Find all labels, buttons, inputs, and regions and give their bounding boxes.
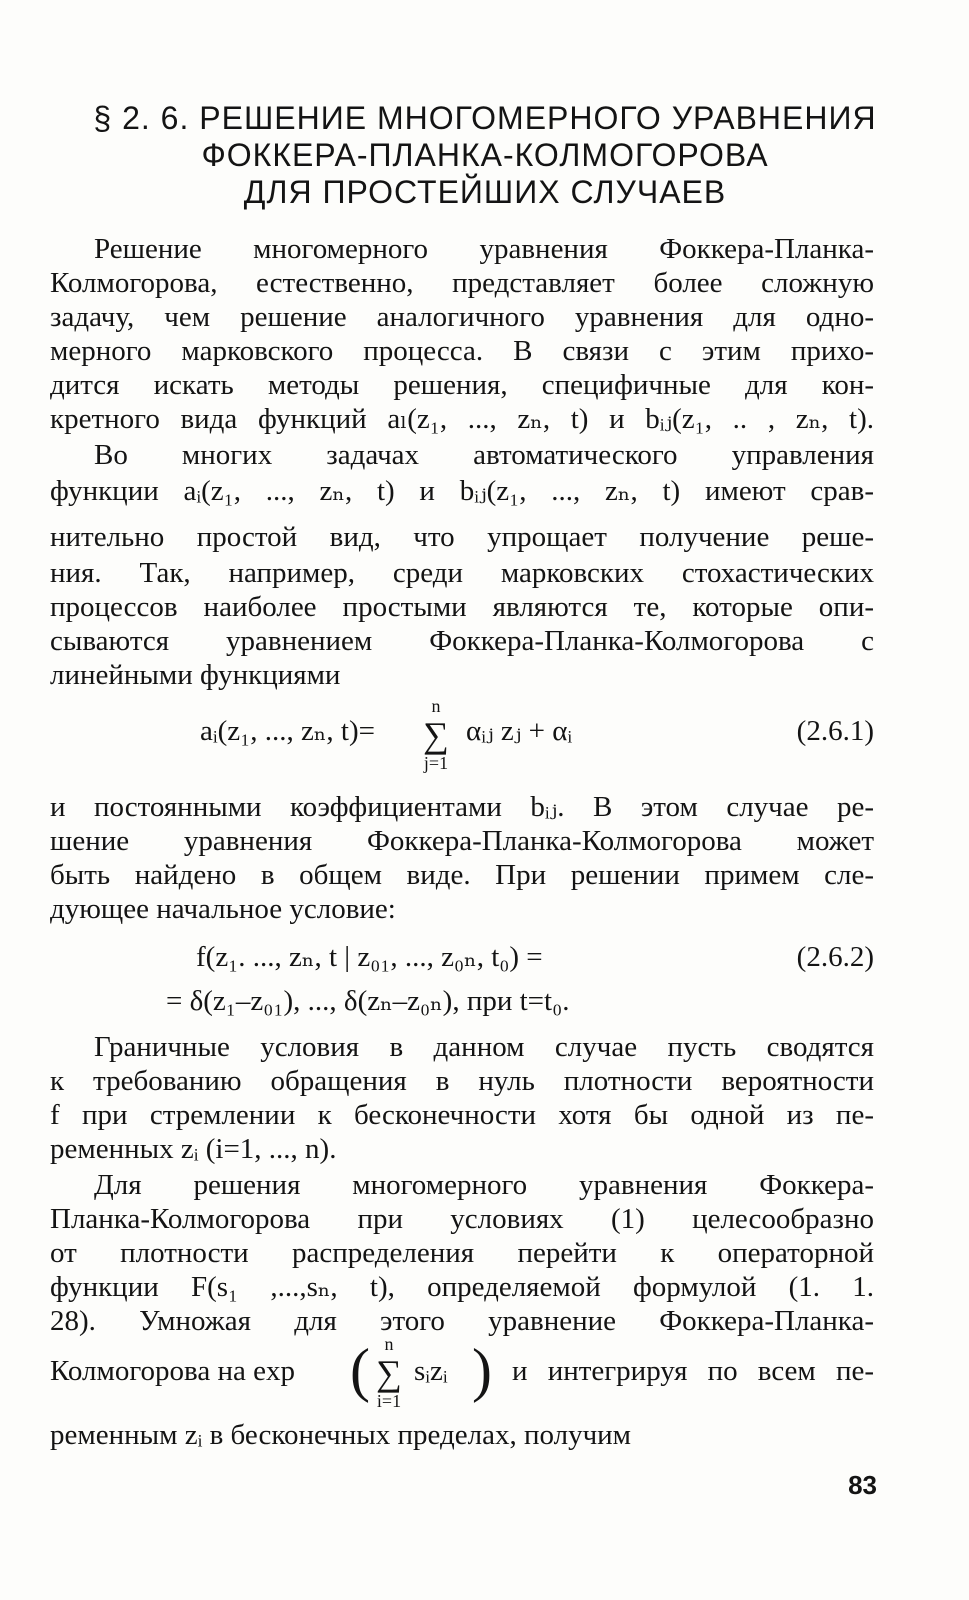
text-line: к требованию обращения в нуль плотности вероятности bbox=[50, 1065, 874, 1097]
text-line: Решение многомерного уравнения Фоккера-Планка- bbox=[94, 233, 874, 265]
text-line: дится искать методы решения, специфичные для кон- bbox=[50, 369, 874, 401]
text-line: дующее начальное условие: bbox=[50, 893, 396, 925]
equation-number: (2.6.2) bbox=[796, 941, 874, 973]
text-line: шение уравнения Фоккера-Планка-Колмогорова может bbox=[50, 825, 874, 857]
text-line: функции F(s₁ ,...,sₙ, t), определяемой формулой (1. 1. bbox=[50, 1271, 874, 1303]
eq-rhs: αᵢⱼ zⱼ + αᵢ bbox=[466, 715, 573, 747]
text-line: нительно простой вид, что упрощает получение реше- bbox=[50, 521, 874, 553]
heading-line: ФОККЕРА-ПЛАНКА-КОЛМОГОРОВА bbox=[201, 137, 769, 173]
eq-lhs: aᵢ(z₁, ..., zₙ, t)= bbox=[200, 715, 375, 747]
page-number: 83 bbox=[848, 1470, 877, 1500]
text-line: кретного вида функций aₗ(z₁, ..., zₙ, t) и bᵢⱼ(z₁, .. , zₙ, t). bbox=[50, 403, 874, 435]
text-line: сываются уравнением Фоккера-Планка-Колмогорова с bbox=[50, 625, 874, 657]
text-line: ременным zᵢ в бесконечных пределах, получим bbox=[50, 1419, 632, 1451]
text-line: ния. Так, например, среди марковских стохастических bbox=[50, 557, 874, 589]
text-line: Колмогорова, естественно, представляет более сложную bbox=[50, 267, 874, 299]
text-line: Для решения многомерного уравнения Фоккера- bbox=[94, 1169, 874, 1201]
sum-operator bbox=[418, 696, 454, 774]
text-line: мерного марковского процесса. В связи с этим прихо- bbox=[50, 335, 874, 367]
text-line: от плотности распределения перейти к операторной bbox=[50, 1237, 874, 1269]
heading-line: ДЛЯ ПРОСТЕЙШИХ СЛУЧАЕВ bbox=[243, 174, 727, 210]
text-line: линейными функциями bbox=[50, 659, 341, 691]
exp-line-end: и интегрируя по всем пе- bbox=[512, 1355, 874, 1387]
text-line: ременных zᵢ (i=1, ..., n). bbox=[50, 1133, 337, 1165]
text-line: Граничные условия в данном случае пусть сводятся bbox=[94, 1031, 874, 1063]
left-paren: ( bbox=[350, 1337, 370, 1403]
right-paren: ) bbox=[472, 1337, 492, 1403]
sum-operator bbox=[372, 1334, 406, 1412]
sum-upper-limit: n bbox=[384, 1334, 394, 1354]
sigma-icon: ∑ bbox=[376, 1353, 402, 1393]
text-line: процессов наиболее простыми являются те, которые опи- bbox=[50, 591, 874, 623]
text-line: Планка-Колмогорова при условиях (1) целесообразно bbox=[50, 1203, 874, 1235]
equation-2-6-2-line2: = δ(z₁–z₀₁), ..., δ(zₙ–z₀ₙ), при t=t₀. bbox=[166, 985, 570, 1017]
text-line: и постоянными коэффициентами bᵢⱼ. В этом случае ре- bbox=[50, 791, 874, 823]
equation-number: (2.6.1) bbox=[796, 715, 874, 747]
heading-line: § 2. 6. РЕШЕНИЕ МНОГОМЕРНОГО УРАВНЕНИЯ bbox=[93, 100, 877, 136]
exp-line-start: Колмогорова на exp bbox=[50, 1355, 295, 1387]
section-heading bbox=[40, 100, 930, 211]
equation-2-6-1 bbox=[200, 714, 375, 748]
equation-2-6-2-line1: f(z₁. ..., zₙ, t | z₀₁, ..., z₀ₙ, t₀) = bbox=[196, 941, 543, 973]
text-line: f при стремлении к бесконечности хотя бы одной из пе- bbox=[50, 1099, 874, 1131]
exp-inner: sᵢzᵢ bbox=[414, 1355, 448, 1387]
sigma-icon: ∑ bbox=[423, 715, 449, 755]
text-line: функции aᵢ(z₁, ..., zₙ, t) и bᵢⱼ(z₁, ..., zₙ, t) имеют срав- bbox=[50, 475, 874, 507]
sum-lower-limit: i=1 bbox=[376, 1391, 402, 1411]
text-line: Во многих задачах автоматического управления bbox=[94, 439, 874, 471]
text-line: быть найдено в общем виде. При решении примем сле- bbox=[50, 859, 874, 891]
text-line: задачу, чем решение аналогичного уравнения для одно- bbox=[50, 301, 874, 333]
sum-upper-limit: n bbox=[431, 696, 441, 716]
sum-lower-limit: j=1 bbox=[423, 753, 449, 773]
text-line: 28). Умножая для этого уравнение Фоккера-Планка- bbox=[50, 1305, 874, 1337]
